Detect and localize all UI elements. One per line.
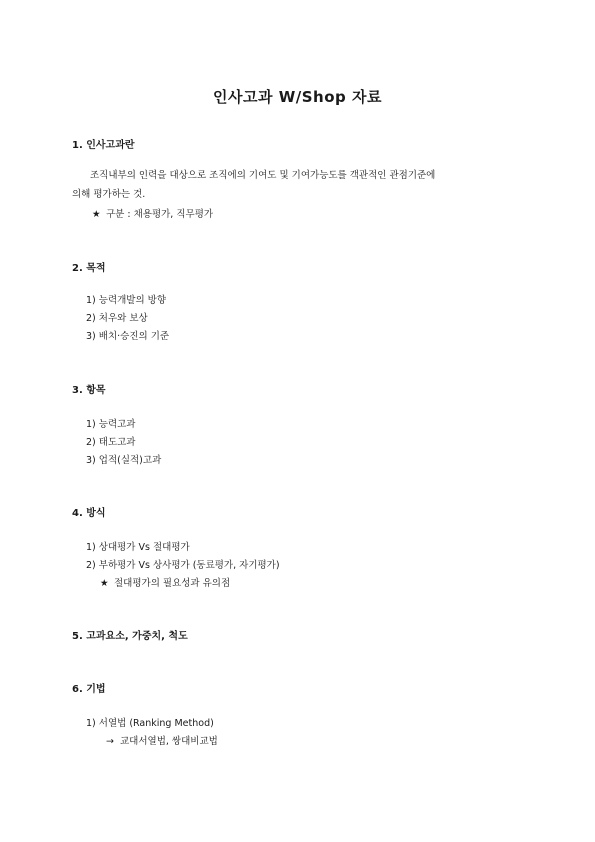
section-6-sub bbox=[106, 733, 218, 747]
document-title: 인사고과 W/Shop 자료 bbox=[213, 88, 382, 106]
star-icon: ★ bbox=[92, 209, 101, 220]
section-heading-6: 6. 기법 bbox=[72, 684, 106, 695]
section-heading-2: 2. 목적 bbox=[72, 263, 106, 274]
star-icon: ★ bbox=[100, 578, 109, 589]
section-4-note bbox=[100, 575, 230, 589]
section-1-note-text: 구분 : 채용평가, 직무평가 bbox=[106, 209, 214, 220]
section-heading-3: 3. 항목 bbox=[72, 385, 106, 396]
section-1-paragraph-line-2: 의해 평가하는 것. bbox=[72, 189, 146, 200]
section-4-item-1: 1) 상대평가 Vs 절대평가 bbox=[86, 542, 190, 553]
section-2-item-3: 3) 배치·승진의 기준 bbox=[86, 331, 170, 342]
section-6-sub-text: 교대서열법, 쌍대비교법 bbox=[120, 736, 218, 747]
section-1-paragraph-line-1: 조직내부의 인력을 대상으로 조직에의 기여도 및 기여가능도를 객관적인 관점기준에 bbox=[90, 170, 436, 181]
arrow-right-icon: → bbox=[106, 736, 114, 747]
section-heading-4: 4. 방식 bbox=[72, 508, 106, 519]
section-3-item-1: 1) 능력고과 bbox=[86, 419, 136, 430]
section-heading-5: 5. 고과요소, 가중치, 척도 bbox=[72, 631, 188, 642]
section-3-item-3: 3) 업적(실적)고과 bbox=[86, 455, 162, 466]
section-heading-1: 1. 인사고과란 bbox=[72, 140, 135, 151]
section-4-note-text: 절대평가의 필요성과 유의점 bbox=[114, 578, 231, 589]
section-2-item-1: 1) 능력개발의 방향 bbox=[86, 295, 167, 306]
section-3-item-2: 2) 태도고과 bbox=[86, 437, 136, 448]
section-2-item-2: 2) 처우와 보상 bbox=[86, 313, 148, 324]
section-6-item-1: 1) 서열법 (Ranking Method) bbox=[86, 718, 214, 729]
section-4-item-2: 2) 부하평가 Vs 상사평가 (동료평가, 자기평가) bbox=[86, 560, 280, 571]
section-1-note bbox=[92, 206, 213, 220]
